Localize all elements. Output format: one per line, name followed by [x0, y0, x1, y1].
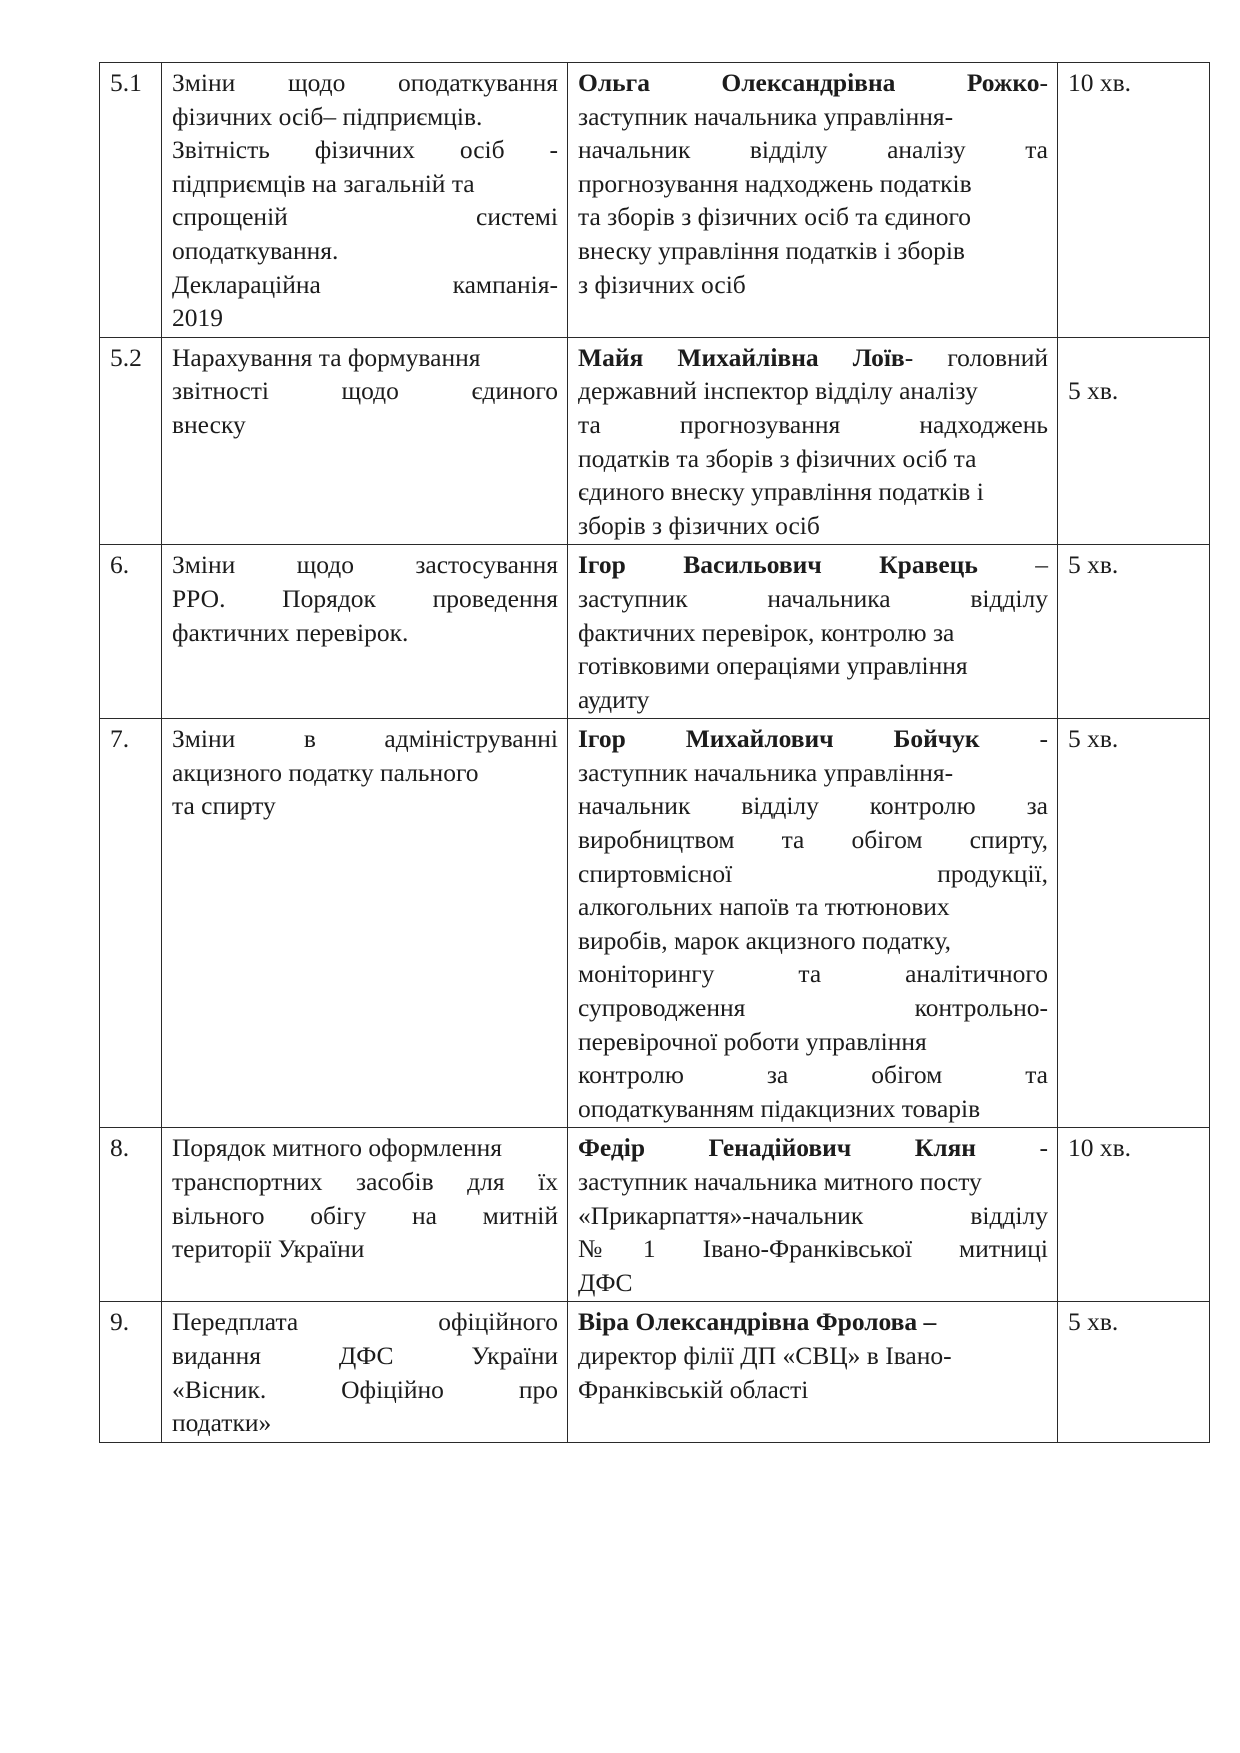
table-row — [100, 337, 1210, 545]
table-row — [100, 545, 1210, 719]
speaker-name: Ігор Михайлович Бойчук — [578, 724, 980, 754]
speaker-line: заступник начальника митного посту — [578, 1167, 982, 1196]
topic-line: Звітність фізичних осіб - — [172, 135, 558, 165]
duration-value: 5 хв. — [1068, 376, 1119, 406]
speaker-line: спиртовмісної продукції, — [578, 858, 1048, 888]
topic-line: Передплата офіційного — [172, 1307, 558, 1337]
speaker-cell — [568, 1128, 1058, 1302]
row-number: 5.1 — [100, 63, 162, 338]
duration-cell: 10 хв. — [1058, 1128, 1210, 1302]
topic-line: та спирту — [172, 791, 276, 821]
topic-cell — [162, 545, 568, 719]
topic-cell — [162, 1302, 568, 1442]
speaker-line: аудиту — [578, 684, 650, 714]
table-row — [100, 1128, 1210, 1302]
speaker-first-line: Ігор Михайлович Бойчук - — [578, 724, 1048, 754]
row-number: 9. — [100, 1302, 162, 1442]
speaker-cell — [568, 545, 1058, 719]
speaker-line: ДФС — [578, 1267, 633, 1297]
topic-cell — [162, 1128, 568, 1302]
speaker-line: виробництвом та обігом спирту, — [578, 825, 1048, 855]
speaker-line: державний інспектор відділу аналізу — [578, 376, 978, 406]
topic-line: Зміни щодо оподаткування — [172, 68, 558, 97]
topic-line: Нарахування та формування — [172, 342, 481, 372]
row-number: 5.2 — [100, 337, 162, 545]
speaker-first-line: Федір Генадійович Клян - — [578, 1133, 1049, 1163]
speaker-line: «Прикарпаття»-начальник відділу — [578, 1200, 1048, 1230]
topic-line: Зміни щодо застосування — [172, 550, 558, 580]
speaker-line: оподаткуванням підакцизних товарів — [578, 1093, 981, 1123]
topic-line: вільного обігу на митній — [172, 1200, 558, 1230]
speaker-name: Віра Олександрівна Фролова – — [578, 1307, 937, 1337]
speaker-cell — [568, 337, 1058, 545]
topic-line: звітності щодо єдиного — [172, 376, 558, 406]
speaker-line: та зборів з фізичних осіб та єдиного — [578, 202, 972, 232]
speaker-first-line: Ігор Васильович Кравець – — [578, 550, 1049, 580]
speaker-line: супроводження контрольно- — [578, 993, 1048, 1023]
topic-line: оподаткування. — [172, 235, 339, 265]
speaker-line: алкогольних напоїв та тютюнових — [578, 892, 950, 922]
topic-line: території України — [172, 1234, 365, 1264]
speaker-line: контролю за обігом та — [578, 1060, 1048, 1090]
speaker-name: Ігор Васильович Кравець — [578, 550, 978, 580]
topic-line: 2019 — [172, 303, 223, 333]
speaker-line: начальник відділу контролю за — [578, 791, 1048, 821]
topic-line: Порядок митного оформлення — [172, 1133, 502, 1163]
speaker-name: Федір Генадійович Клян — [578, 1133, 977, 1163]
topic-line: РРО. Порядок проведення — [172, 583, 558, 613]
speaker-line: заступник начальника управління- — [578, 101, 954, 131]
topic-line: спрощеній системі — [172, 202, 558, 232]
speaker-line: заступник начальника відділу — [578, 583, 1048, 613]
speaker-cell — [568, 63, 1058, 338]
agenda-table — [99, 62, 1210, 1443]
speaker-line: №1 Івано-Франківської митниці — [578, 1234, 1048, 1264]
table-row — [100, 719, 1210, 1128]
speaker-cell — [568, 719, 1058, 1128]
speaker-name: Ольга Олександрівна Рожко — [578, 68, 1040, 97]
table-row — [100, 1302, 1210, 1442]
speaker-cell — [568, 1302, 1058, 1442]
duration-cell: 5 хв. — [1058, 1302, 1210, 1442]
row-number: 8. — [100, 1128, 162, 1302]
speaker-line: єдиного внеску управління податків і — [578, 477, 984, 507]
topic-line: видання ДФС України — [172, 1340, 558, 1370]
row-number: 7. — [100, 719, 162, 1128]
speaker-line: заступник начальника управління- — [578, 757, 954, 787]
topic-line: фактичних перевірок. — [172, 617, 409, 647]
topic-line: внеску — [172, 409, 246, 439]
duration-cell: 10 хв. — [1058, 63, 1210, 338]
row-number: 6. — [100, 545, 162, 719]
speaker-line: прогнозування надходжень податків — [578, 168, 972, 198]
speaker-line: перевірочної роботи управління — [578, 1026, 927, 1056]
speaker-first-line — [578, 341, 1048, 375]
duration-cell: 5 хв. — [1058, 719, 1210, 1128]
speaker-line: податків та зборів з фізичних осіб та — [578, 443, 977, 473]
topic-line: транспортних засобів для їх — [172, 1167, 558, 1196]
speaker-line: готівковими операціями управління — [578, 651, 968, 681]
speaker-line: зборів з фізичних осіб — [578, 510, 820, 540]
topic-line: фізичних осіб– підприємців. — [172, 101, 483, 131]
speaker-first-line: Ольга Олександрівна Рожко- — [578, 68, 1048, 97]
speaker-line: моніторингу та аналітичного — [578, 959, 1048, 989]
table-row — [100, 63, 1210, 338]
duration-cell — [1058, 337, 1210, 545]
topic-line: підприємців на загальній та — [172, 168, 475, 198]
speaker-line: Франківській області — [578, 1374, 809, 1404]
speaker-line: з фізичних осіб — [578, 269, 746, 299]
topic-line: Деклараційна кампанія- — [172, 269, 558, 299]
topic-cell — [162, 719, 568, 1128]
duration-cell: 5 хв. — [1058, 545, 1210, 719]
speaker-line: виробів, марок акцизного податку, — [578, 925, 952, 955]
speaker-name: Майя Михайлівна Лоїв — [578, 342, 905, 372]
topic-line: податки» — [172, 1408, 272, 1438]
speaker-line: директор філії ДП «СВЦ» в Івано- — [578, 1340, 952, 1370]
topic-line: акцизного податку пального — [172, 757, 479, 787]
speaker-line: внеску управління податків і зборів — [578, 235, 965, 265]
speaker-role-start: - головний — [904, 342, 1049, 372]
topic-line: Зміни в адмініструванні — [172, 724, 558, 754]
speaker-line: та прогнозування надходжень — [578, 409, 1048, 439]
speaker-line: фактичних перевірок, контролю за — [578, 617, 955, 647]
topic-line: «Вісник. Офіційно про — [172, 1374, 558, 1404]
topic-cell — [162, 337, 568, 545]
topic-cell — [162, 63, 568, 338]
speaker-line: начальник відділу аналізу та — [578, 135, 1048, 165]
